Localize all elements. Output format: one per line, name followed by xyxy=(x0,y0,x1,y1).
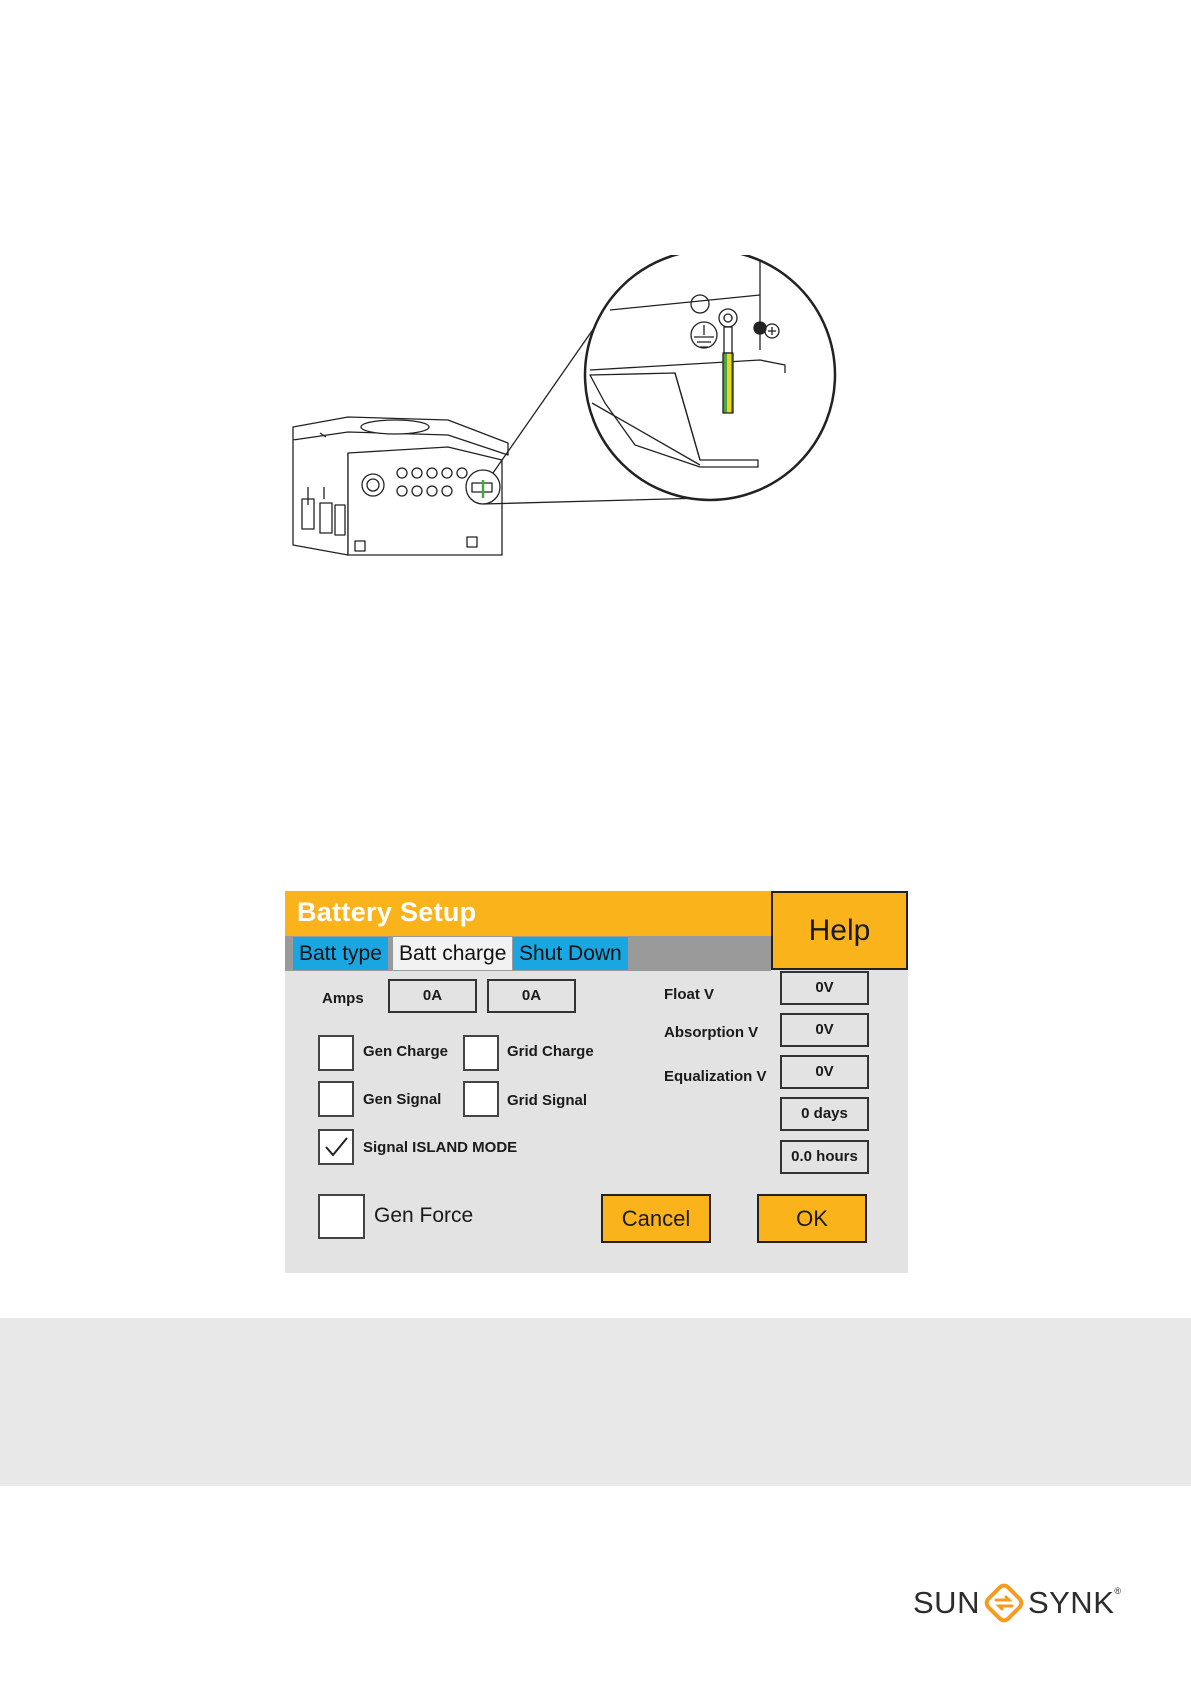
signal-island-mode-checkbox[interactable] xyxy=(318,1129,354,1165)
gen-signal-label: Gen Signal xyxy=(363,1091,442,1108)
grid-signal-label: Grid Signal xyxy=(507,1092,588,1109)
float-v-field[interactable]: 0V xyxy=(780,971,869,1005)
float-v-label: Float V xyxy=(664,986,715,1003)
logo-word-sun: SUN xyxy=(913,1585,980,1620)
gen-charge-checkbox[interactable] xyxy=(318,1035,354,1071)
help-button[interactable]: Help xyxy=(771,891,908,970)
equalization-v-label: Equalization V xyxy=(664,1068,767,1085)
logo-word-synk: SYNK xyxy=(1027,1585,1115,1620)
gen-force-label: Gen Force xyxy=(374,1204,474,1227)
battery-setup-panel xyxy=(285,891,908,1273)
gen-force-checkbox[interactable] xyxy=(318,1194,365,1239)
tab-batt-type[interactable]: Batt type xyxy=(293,937,388,970)
equalization-days-field[interactable]: 0 days xyxy=(780,1097,869,1131)
zoom-detail xyxy=(585,255,835,500)
sunsynk-swirl-icon xyxy=(984,1583,1024,1623)
inverter-grounding-illustration xyxy=(280,255,920,575)
panel-header xyxy=(285,891,771,936)
absorption-v-field[interactable]: 0V xyxy=(780,1013,869,1047)
ok-button[interactable]: OK xyxy=(757,1194,867,1243)
absorption-v-label: Absorption V xyxy=(664,1024,759,1041)
grid-signal-checkbox[interactable] xyxy=(463,1081,499,1117)
panel-title: Battery Setup xyxy=(297,897,477,927)
gen-signal-checkbox[interactable] xyxy=(318,1081,354,1117)
amps-label: Amps xyxy=(322,990,364,1007)
equalization-v-field[interactable]: 0V xyxy=(780,1055,869,1089)
equalization-hours-field[interactable]: 0.0 hours xyxy=(780,1140,869,1174)
grid-charge-label: Grid Charge xyxy=(507,1043,594,1060)
grey-band xyxy=(0,1318,1191,1486)
gen-charge-label: Gen Charge xyxy=(363,1043,449,1060)
registered-mark: ® xyxy=(1114,1586,1122,1596)
cancel-button[interactable]: Cancel xyxy=(601,1194,711,1243)
checkmark-icon xyxy=(320,1131,352,1163)
tab-batt-charge[interactable]: Batt charge xyxy=(393,937,512,970)
signal-island-mode-label: Signal ISLAND MODE xyxy=(363,1139,518,1156)
amps-field-1[interactable]: 0A xyxy=(388,979,477,1013)
tab-shut-down[interactable]: Shut Down xyxy=(513,937,628,970)
inverter-body xyxy=(293,417,508,555)
grid-charge-checkbox[interactable] xyxy=(463,1035,499,1071)
sunsynk-logo xyxy=(913,1580,1121,1626)
amps-field-2[interactable]: 0A xyxy=(487,979,576,1013)
